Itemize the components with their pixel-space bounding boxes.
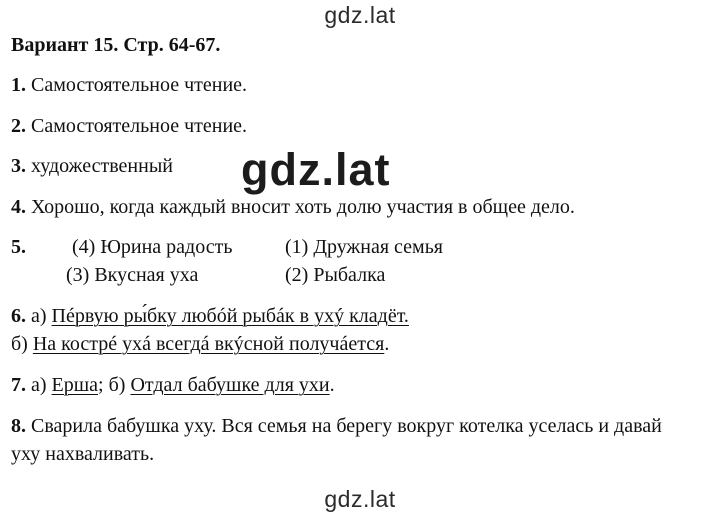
answer-6b-period: . [384,333,390,355]
answer-8-number: 8. [11,415,26,437]
answer-7-period: . [329,374,335,396]
answer-2 [11,115,247,138]
answer-6a [11,305,409,328]
answer-6b-text: На кострé ухá всегдá вкýсной получáется [32,333,385,355]
answer-2-text: Самостоятельное чтение. [31,115,248,137]
answer-4-text: Хорошо, когда каждый вносит хоть долю участия в общее дело. [31,196,575,218]
watermark-center: gdz.lat [241,144,391,195]
answer-7b-text: Отдал бабушке для ухи [130,374,330,396]
watermark-top: gdz.lat [324,2,396,28]
answer-7a-label: а) [31,374,47,396]
answer-4 [11,196,575,219]
answer-4-number: 4. [11,196,26,218]
answer-6b-label: б) [11,333,28,355]
answer-1-text: Самостоятельное чтение. [31,74,248,96]
answer-2-number: 2. [11,115,26,137]
answer-3-text: художественный [31,155,173,177]
answer-3 [11,155,173,178]
answer-7 [11,374,335,397]
answer-5-number: 5. [11,236,26,258]
answer-8-line-2: уху нахваливать. [11,443,155,465]
answer-8-text-1: Сварила бабушка уху. Вся семья на берегу вокруг котелка уселась и давай [31,415,662,437]
answer-5-item-a: (4) Юрина радость [72,236,233,258]
answer-6a-label: а) [31,305,47,327]
answer-5-number-line [11,236,26,259]
answer-5-item-b: (1) Дружная семья [285,236,444,258]
answer-7a-text: Ерша [51,374,99,396]
answer-3-number: 3. [11,155,26,177]
answer-1-number: 1. [11,74,26,96]
answer-7-separator: ; б) [98,374,126,396]
answer-7-number: 7. [11,374,26,396]
page-title: Вариант 15. Стр. 64-67. [11,34,221,56]
answer-6b [11,333,389,356]
answer-5-item-c: (3) Вкусная уха [66,264,199,286]
watermark-bottom: gdz.lat [324,486,396,512]
answer-1 [11,74,247,97]
answer-6a-text: Пéрвую ры́бку любóй рыбáк в ухý кладёт. [51,305,409,327]
answer-8-line-1 [11,415,662,438]
answer-5-item-d: (2) Рыбалка [285,264,386,286]
answer-6-number: 6. [11,305,26,327]
